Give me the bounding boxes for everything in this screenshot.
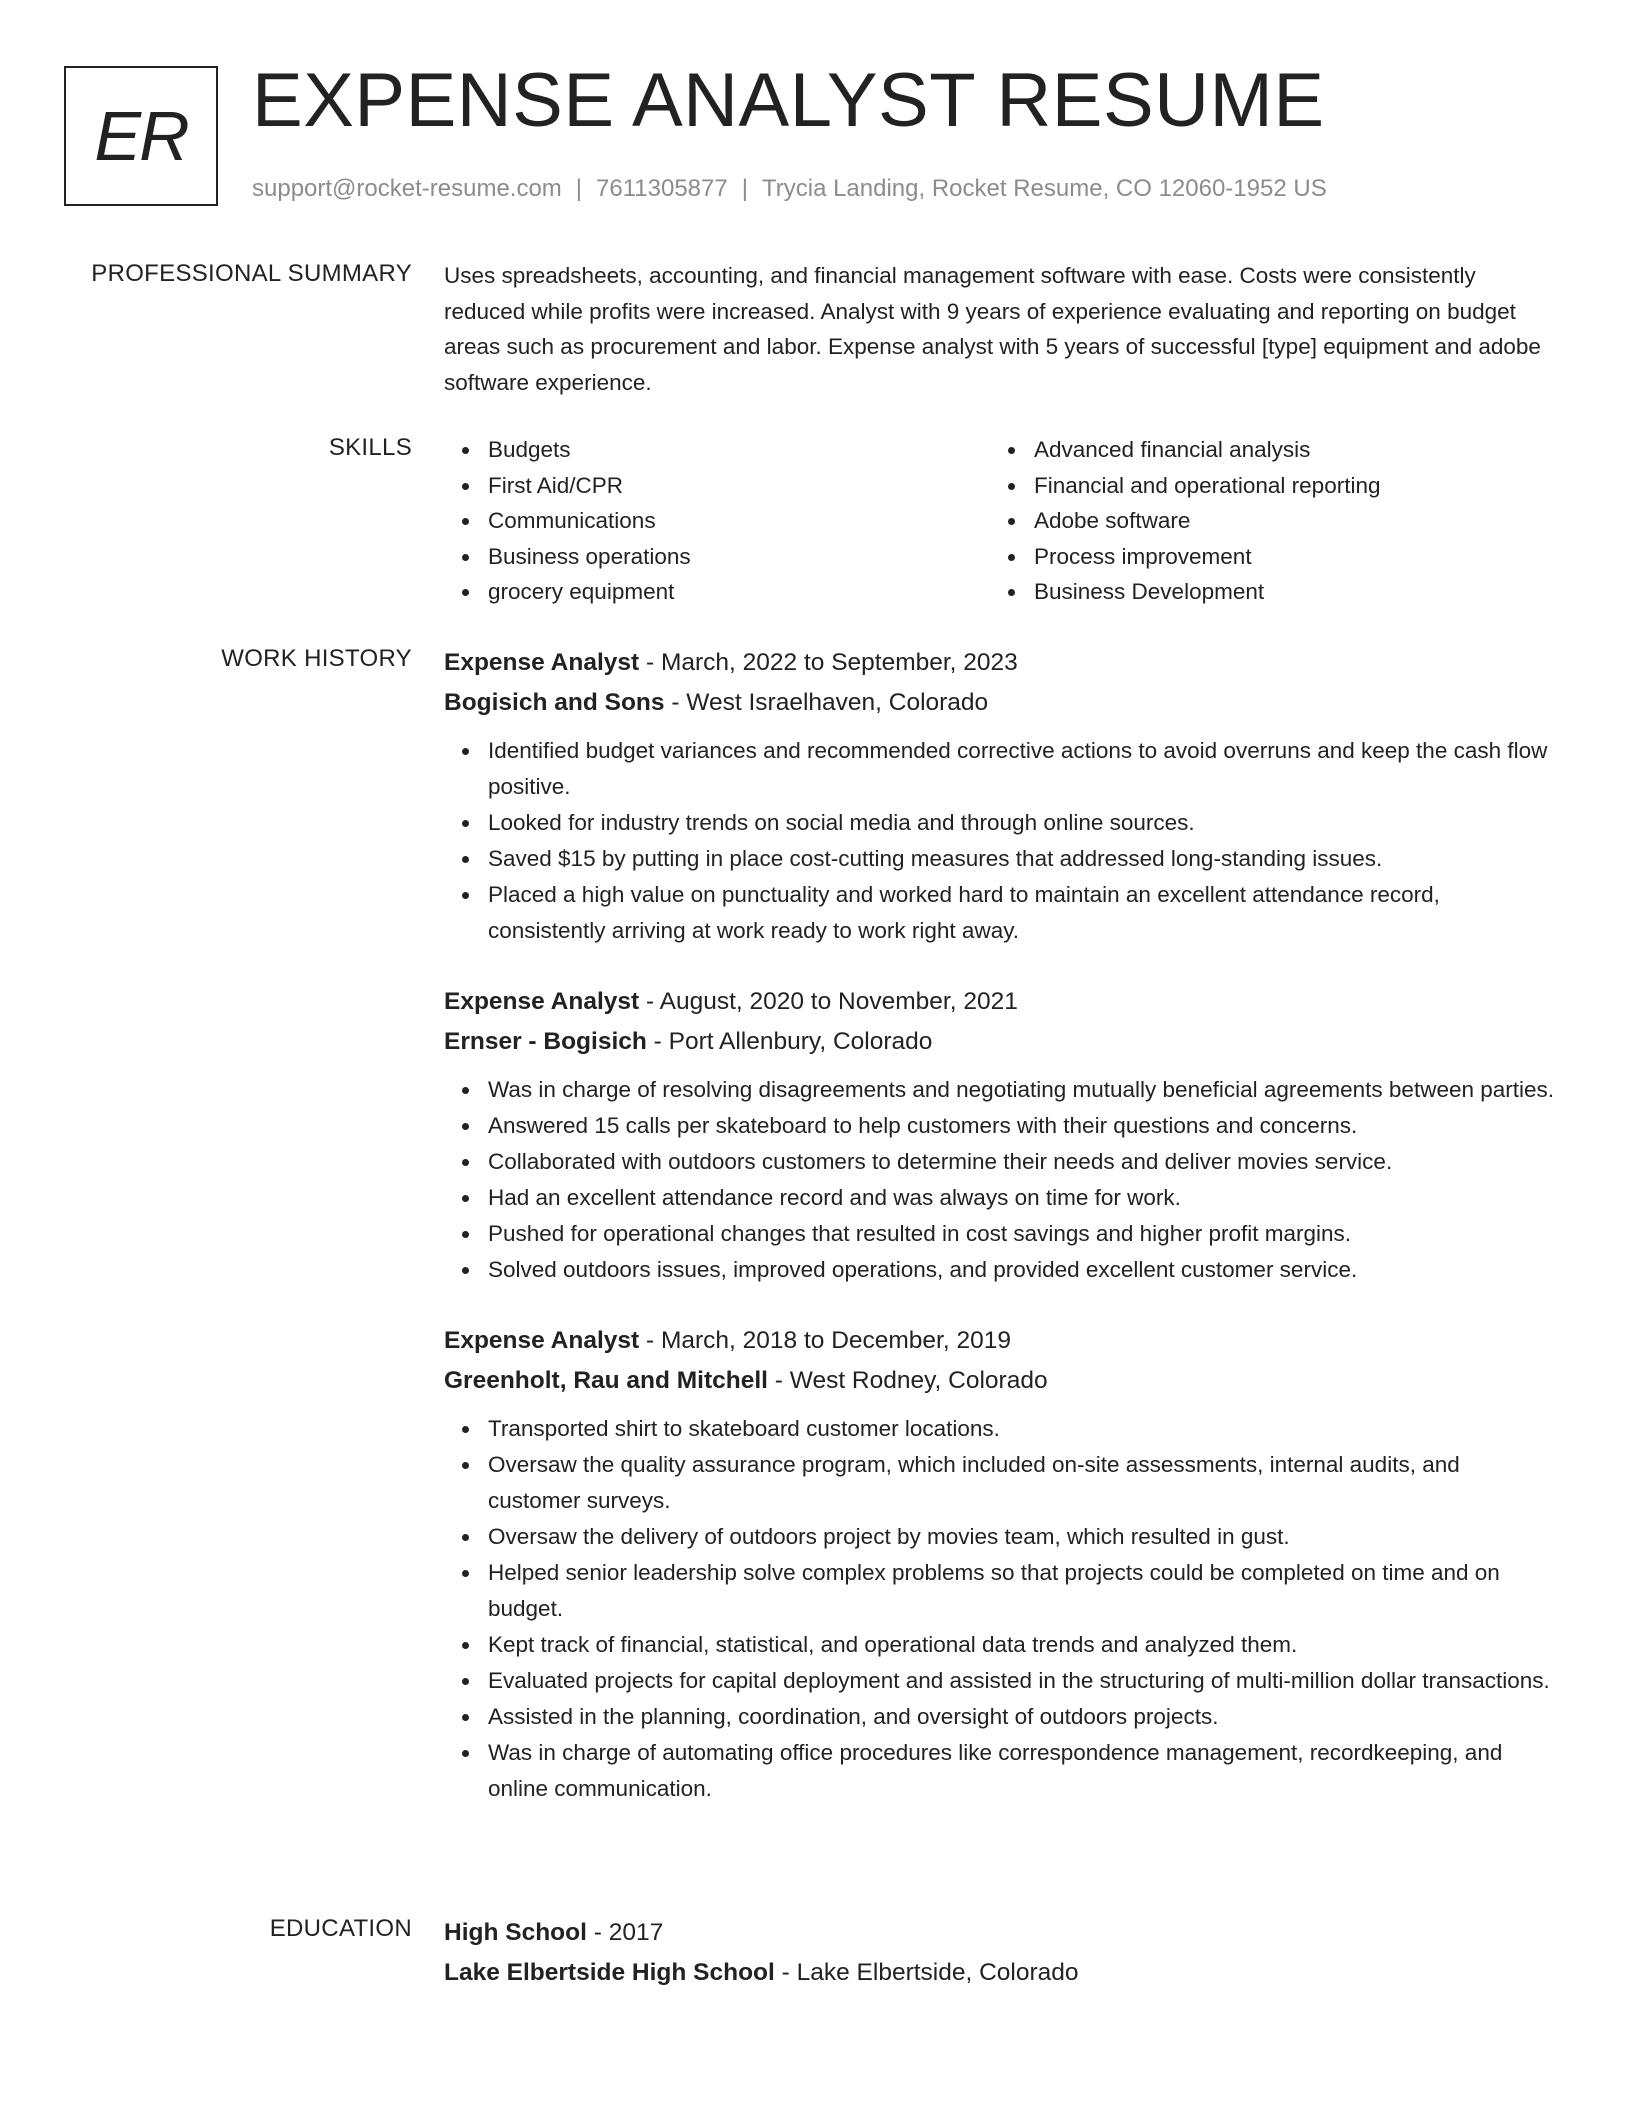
section-label-skills: SKILLS xyxy=(328,434,412,461)
job-bullet: Answered 15 calls per skateboard to help customers with their questions and concerns. xyxy=(488,1108,1558,1144)
education-degree: High School xyxy=(444,1919,587,1946)
skill-item: Communications xyxy=(488,503,988,539)
skill-item: Process improvement xyxy=(1034,539,1534,575)
job-bullet: Placed a high value on punctuality and worked hard to maintain an excellent attendance record, consistently arriving at work ready to work right away. xyxy=(488,877,1558,949)
education-school-line xyxy=(444,1953,1558,1993)
job-entry xyxy=(444,643,1558,949)
job-company-line xyxy=(444,1361,1558,1401)
job-bullet: Pushed for operational changes that resulted in cost savings and higher profit margins. xyxy=(488,1216,1558,1252)
skill-item: grocery equipment xyxy=(488,574,988,610)
job-company-line xyxy=(444,683,1558,723)
contact-separator: | xyxy=(575,175,583,202)
job-title: Expense Analyst xyxy=(444,988,640,1015)
job-title-line xyxy=(444,1321,1558,1361)
section-label-work-history: WORK HISTORY xyxy=(221,645,412,672)
contact-info xyxy=(252,174,1327,204)
job-dates: - August, 2020 to November, 2021 xyxy=(639,988,1018,1015)
job-title: Expense Analyst xyxy=(444,649,640,676)
job-bullet: Solved outdoors issues, improved operations, and provided excellent customer service. xyxy=(488,1252,1558,1288)
job-dates: - March, 2022 to September, 2023 xyxy=(639,649,1018,676)
job-bullet: Looked for industry trends on social media and through online sources. xyxy=(488,805,1558,841)
job-bullets xyxy=(444,1411,1558,1807)
job-bullet: Helped senior leadership solve complex problems so that projects could be completed on time and on budget. xyxy=(488,1555,1558,1627)
job-bullet: Evaluated projects for capital deployment and assisted in the structuring of multi-million dollar transactions. xyxy=(488,1663,1558,1699)
job-bullets xyxy=(444,733,1558,949)
job-title-line xyxy=(444,643,1558,683)
job-bullet: Collaborated with outdoors customers to determine their needs and deliver movies service. xyxy=(488,1144,1558,1180)
monogram-text: ER xyxy=(94,97,188,175)
skills-list xyxy=(444,432,1558,610)
monogram-logo xyxy=(64,66,218,206)
section-label-education: EDUCATION xyxy=(269,1915,412,1942)
skills-column-left xyxy=(444,432,988,610)
job-bullet: Identified budget variances and recommended corrective actions to avoid overruns and keep the cash flow positive. xyxy=(488,733,1558,805)
job-company: Bogisich and Sons xyxy=(444,689,665,716)
job-bullet: Oversaw the delivery of outdoors project by movies team, which resulted in gust. xyxy=(488,1519,1558,1555)
job-location: - West Israelhaven, Colorado xyxy=(664,689,989,716)
job-location: - Port Allenbury, Colorado xyxy=(646,1028,933,1055)
education-school: Lake Elbertside High School xyxy=(444,1959,775,1986)
education-year: - 2017 xyxy=(586,1919,664,1946)
education-body xyxy=(444,1913,1558,1993)
summary-body xyxy=(444,258,1558,400)
skill-item: Business Development xyxy=(1034,574,1534,610)
section-label-summary: PROFESSIONAL SUMMARY xyxy=(91,260,412,287)
contact-email: support@rocket-resume.com xyxy=(252,175,562,202)
contact-address: Trycia Landing, Rocket Resume, CO 12060-1952 US xyxy=(761,175,1327,202)
job-bullet: Kept track of financial, statistical, and operational data trends and analyzed them. xyxy=(488,1627,1558,1663)
skill-item: Business operations xyxy=(488,539,988,575)
education-location: - Lake Elbertside, Colorado xyxy=(774,1959,1079,1986)
job-bullet: Was in charge of automating office procedures like correspondence management, recordkeeping, and online communication. xyxy=(488,1735,1558,1807)
job-title-line xyxy=(444,982,1558,1022)
job-title: Expense Analyst xyxy=(444,1327,640,1354)
job-company-line xyxy=(444,1022,1558,1062)
education-degree-line xyxy=(444,1913,1558,1953)
job-dates: - March, 2018 to December, 2019 xyxy=(639,1327,1011,1354)
job-bullet: Had an excellent attendance record and was always on time for work. xyxy=(488,1180,1558,1216)
skill-item: Financial and operational reporting xyxy=(1034,468,1534,504)
skill-item: Adobe software xyxy=(1034,503,1534,539)
job-location: - West Rodney, Colorado xyxy=(767,1367,1048,1394)
contact-phone: 7611305877 xyxy=(596,175,728,202)
summary-text: Uses spreadsheets, accounting, and financial management software with ease. Costs were consistently reduced while profits were increased. Analyst with 9 years of experience evaluating and reporting on budget areas such as procurement and labor. Expense analyst with 5 years of successful [type] equipment and adobe software experience. xyxy=(444,263,1541,395)
job-bullet: Transported shirt to skateboard customer locations. xyxy=(488,1411,1558,1447)
job-bullet: Oversaw the quality assurance program, which included on-site assessments, internal audits, and customer surveys. xyxy=(488,1447,1558,1519)
skill-item: Budgets xyxy=(488,432,988,468)
work-history-body xyxy=(444,643,1558,1840)
job-company: Greenholt, Rau and Mitchell xyxy=(444,1367,768,1394)
skills-column-right xyxy=(990,432,1534,610)
resume-title: EXPENSE ANALYST RESUME xyxy=(252,58,1325,143)
skill-item: Advanced financial analysis xyxy=(1034,432,1534,468)
job-bullet: Was in charge of resolving disagreements and negotiating mutually beneficial agreements between parties. xyxy=(488,1072,1558,1108)
contact-separator: | xyxy=(741,175,748,202)
job-entry xyxy=(444,1321,1558,1807)
job-entry xyxy=(444,982,1558,1288)
job-bullet: Saved $15 by putting in place cost-cutting measures that addressed long-standing issues. xyxy=(488,841,1558,877)
job-bullet: Assisted in the planning, coordination, and oversight of outdoors projects. xyxy=(488,1699,1558,1735)
skill-item: First Aid/CPR xyxy=(488,468,988,504)
job-bullets xyxy=(444,1072,1558,1288)
job-company: Ernser - Bogisich xyxy=(444,1028,647,1055)
